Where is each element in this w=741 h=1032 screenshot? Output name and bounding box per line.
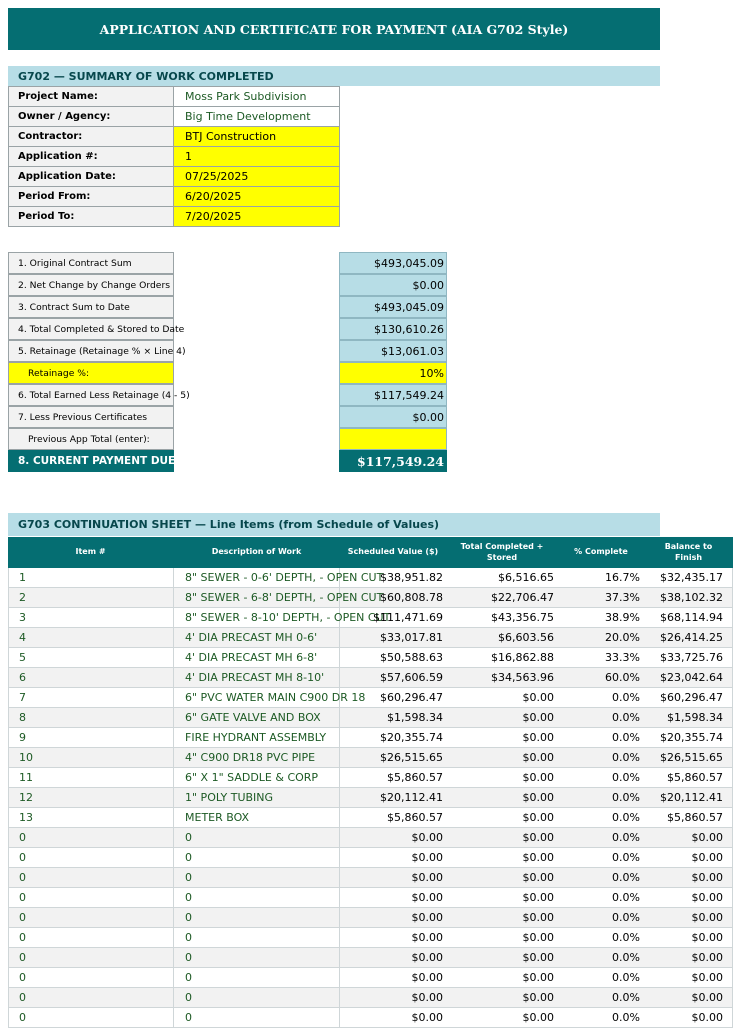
table-row [8, 648, 733, 668]
project-info-label: Period From: [9, 187, 174, 207]
percent-complete-cell[interactable]: 0.0% [612, 711, 640, 724]
scheduled-value-cell[interactable]: $5,860.57 [387, 811, 443, 824]
previous-app-total-input[interactable] [339, 428, 447, 450]
scheduled-value-cell[interactable]: $20,112.41 [380, 791, 443, 804]
project-info-value[interactable]: 07/25/2025 [174, 167, 340, 187]
item-number-cell[interactable]: 0 [8, 868, 173, 887]
contract-to-date-label: 3. Contract Sum to Date [8, 296, 174, 318]
table-row [8, 968, 733, 988]
item-number-cell[interactable]: 0 [8, 988, 173, 1007]
table-row [8, 828, 733, 848]
table-row [8, 628, 733, 648]
item-number-cell[interactable]: 0 [8, 908, 173, 927]
scheduled-value-cell[interactable]: $5,860.57 [387, 771, 443, 784]
completed-stored-cell[interactable]: $0.00 [522, 711, 554, 724]
completed-stored-cell[interactable]: $0.00 [522, 891, 554, 904]
line-items-header [8, 537, 733, 568]
percent-complete-cell[interactable]: 0.0% [612, 831, 640, 844]
item-number-cell[interactable]: 0 [8, 968, 173, 987]
current-payment-due-label: 8. CURRENT PAYMENT DUE [8, 450, 174, 472]
percent-complete-cell[interactable]: 0.0% [612, 751, 640, 764]
scheduled-value-cell[interactable]: $111,471.69 [373, 611, 443, 624]
table-row [8, 1008, 733, 1028]
project-info-value[interactable]: 1 [174, 147, 340, 167]
description-cell[interactable]: 8" SEWER - 0-6' DEPTH, - OPEN CUT [173, 568, 340, 587]
earned-less-retainage-label: 6. Total Earned Less Retainage (4 - 5) [8, 384, 174, 406]
balance-to-finish-cell[interactable]: $33,725.76 [644, 648, 733, 667]
item-number-cell[interactable]: 2 [8, 588, 173, 607]
balance-to-finish-cell[interactable]: $0.00 [644, 988, 733, 1007]
balance-to-finish-cell[interactable]: $0.00 [644, 1008, 733, 1027]
description-cell[interactable]: 0 [173, 988, 340, 1007]
column-header-balance: Balance to Finish [664, 541, 713, 562]
project-info-label: Period To: [9, 207, 174, 227]
balance-to-finish-cell[interactable]: $0.00 [644, 968, 733, 987]
item-number-cell[interactable]: 0 [8, 888, 173, 907]
scheduled-value-cell[interactable]: $33,017.81 [380, 631, 443, 644]
completed-stored-cell[interactable]: $0.00 [522, 991, 554, 1004]
item-number-cell[interactable]: 0 [8, 928, 173, 947]
scheduled-value-cell[interactable]: $60,808.78 [380, 591, 443, 604]
completed-stored-cell[interactable]: $6,603.56 [498, 631, 554, 644]
item-number-cell[interactable]: 1 [8, 568, 173, 587]
completed-stored-cell[interactable]: $34,563.96 [491, 671, 554, 684]
completed-stored-value[interactable]: $130,610.26 [339, 318, 447, 340]
balance-to-finish-cell[interactable]: $0.00 [644, 908, 733, 927]
percent-complete-cell[interactable]: 0.0% [612, 951, 640, 964]
description-cell[interactable]: 6" X 1" SADDLE & CORP [173, 768, 340, 787]
project-info-row [9, 147, 340, 167]
balance-to-finish-cell[interactable]: $0.00 [644, 928, 733, 947]
balance-to-finish-cell[interactable]: $20,112.41 [644, 788, 733, 807]
percent-complete-cell[interactable]: 0.0% [612, 1011, 640, 1024]
balance-to-finish-cell[interactable]: $0.00 [644, 828, 733, 847]
description-cell[interactable]: METER BOX [173, 808, 340, 827]
completed-stored-cell[interactable]: $22,706.47 [491, 591, 554, 604]
project-info-row [9, 187, 340, 207]
retainage-value[interactable]: $13,061.03 [339, 340, 447, 362]
description-cell[interactable]: 4" C900 DR18 PVC PIPE [173, 748, 340, 767]
retainage-percent-label: Retainage %: [8, 362, 174, 384]
description-cell[interactable]: 0 [173, 888, 340, 907]
scheduled-value-cell[interactable]: $57,606.59 [380, 671, 443, 684]
percent-complete-cell[interactable]: 0.0% [612, 811, 640, 824]
completed-stored-cell[interactable]: $0.00 [522, 691, 554, 704]
table-row [8, 948, 733, 968]
balance-to-finish-cell[interactable]: $1,598.34 [644, 708, 733, 727]
balance-to-finish-cell[interactable]: $20,355.74 [644, 728, 733, 747]
balance-to-finish-cell[interactable]: $38,102.32 [644, 588, 733, 607]
percent-complete-cell[interactable]: 0.0% [612, 851, 640, 864]
percent-complete-cell[interactable]: 0.0% [612, 731, 640, 744]
description-cell[interactable]: 0 [173, 848, 340, 867]
project-info-value[interactable]: 6/20/2025 [174, 187, 340, 207]
completed-stored-cell[interactable]: $16,862.88 [491, 651, 554, 664]
retainage-percent-input[interactable]: 10% [339, 362, 447, 384]
description-cell[interactable]: 0 [173, 948, 340, 967]
line-items-table [8, 568, 733, 1028]
project-info-row [9, 127, 340, 147]
item-number-cell[interactable]: 0 [8, 1008, 173, 1027]
project-info-table [8, 86, 340, 227]
table-row [8, 988, 733, 1008]
project-info-value[interactable]: Big Time Development [174, 107, 340, 127]
balance-to-finish-cell[interactable]: $5,860.57 [644, 808, 733, 827]
table-row [8, 568, 733, 588]
balance-to-finish-cell[interactable]: $5,860.57 [644, 768, 733, 787]
description-cell[interactable]: 4' DIA PRECAST MH 0-6' [173, 628, 340, 647]
scheduled-value-cell[interactable]: $60,296.47 [380, 691, 443, 704]
table-row [8, 768, 733, 788]
item-number-cell[interactable]: 13 [8, 808, 173, 827]
column-header-percent: % Complete [574, 547, 628, 557]
item-number-cell[interactable]: 6 [8, 668, 173, 687]
table-row [8, 728, 733, 748]
item-number-cell[interactable]: 0 [8, 948, 173, 967]
completed-stored-cell[interactable]: $0.00 [522, 871, 554, 884]
percent-complete-cell[interactable]: 0.0% [612, 971, 640, 984]
completed-stored-cell[interactable]: $0.00 [522, 951, 554, 964]
column-header-description: Description of Work [211, 547, 302, 557]
completed-stored-cell[interactable]: $0.00 [522, 811, 554, 824]
retainage-label: 5. Retainage (Retainage % × Line 4) [8, 340, 174, 362]
percent-complete-cell[interactable]: 0.0% [612, 691, 640, 704]
percent-complete-cell[interactable]: 37.3% [605, 591, 640, 604]
project-info-label: Owner / Agency: [9, 107, 174, 127]
earned-less-retainage-value[interactable]: $117,549.24 [339, 384, 447, 406]
completed-stored-cell[interactable]: $0.00 [522, 851, 554, 864]
table-row [8, 708, 733, 728]
page-title: APPLICATION AND CERTIFICATE FOR PAYMENT (AIA G702 Style) [8, 8, 660, 50]
balance-to-finish-cell[interactable]: $32,435.17 [644, 568, 733, 587]
g703-section-heading: G703 CONTINUATION SHEET — Line Items (from Schedule of Values) [8, 513, 660, 536]
item-number-cell[interactable]: 10 [8, 748, 173, 767]
completed-stored-label: 4. Total Completed & Stored to Date [8, 318, 174, 340]
item-number-cell[interactable]: 4 [8, 628, 173, 647]
scheduled-value-cell[interactable]: $0.00 [411, 911, 443, 924]
completed-stored-cell[interactable]: $6,516.65 [498, 571, 554, 584]
balance-to-finish-cell[interactable]: $0.00 [644, 848, 733, 867]
percent-complete-cell[interactable]: 0.0% [612, 791, 640, 804]
item-number-cell[interactable]: 0 [8, 828, 173, 847]
project-info-value[interactable]: 7/20/2025 [174, 207, 340, 227]
description-cell[interactable]: 0 [173, 908, 340, 927]
balance-to-finish-cell[interactable]: $0.00 [644, 888, 733, 907]
scheduled-value-cell[interactable]: $0.00 [411, 951, 443, 964]
original-contract-value[interactable]: $493,045.09 [339, 252, 447, 274]
g702-section-heading: G702 — SUMMARY OF WORK COMPLETED [8, 66, 660, 86]
scheduled-value-cell[interactable]: $0.00 [411, 891, 443, 904]
percent-complete-cell[interactable]: 0.0% [612, 931, 640, 944]
completed-stored-cell[interactable]: $0.00 [522, 791, 554, 804]
change-orders-value[interactable]: $0.00 [339, 274, 447, 296]
table-row [8, 868, 733, 888]
percent-complete-cell[interactable]: 16.7% [605, 571, 640, 584]
description-cell[interactable]: 6" GATE VALVE AND BOX [173, 708, 340, 727]
scheduled-value-cell[interactable]: $20,355.74 [380, 731, 443, 744]
table-row [8, 888, 733, 908]
balance-to-finish-cell[interactable]: $60,296.47 [644, 688, 733, 707]
completed-stored-cell[interactable]: $0.00 [522, 1011, 554, 1024]
table-row [8, 808, 733, 828]
balance-to-finish-cell[interactable]: $26,515.65 [644, 748, 733, 767]
project-info-label: Project Name: [9, 87, 174, 107]
project-info-label: Application #: [9, 147, 174, 167]
percent-complete-cell[interactable]: 60.0% [605, 671, 640, 684]
percent-complete-cell[interactable]: 20.0% [605, 631, 640, 644]
project-info-value[interactable]: Moss Park Subdivision [174, 87, 340, 107]
project-info-label: Contractor: [9, 127, 174, 147]
project-info-label: Application Date: [9, 167, 174, 187]
scheduled-value-cell[interactable]: $38,951.82 [380, 571, 443, 584]
percent-complete-cell[interactable]: 0.0% [612, 771, 640, 784]
completed-stored-cell[interactable]: $0.00 [522, 731, 554, 744]
scheduled-value-cell[interactable]: $1,598.34 [387, 711, 443, 724]
completed-stored-cell[interactable]: $0.00 [522, 751, 554, 764]
scheduled-value-cell[interactable]: $0.00 [411, 871, 443, 884]
description-cell[interactable]: 0 [173, 968, 340, 987]
table-row [8, 908, 733, 928]
table-row [8, 848, 733, 868]
description-cell[interactable]: 4' DIA PRECAST MH 8-10' [173, 668, 340, 687]
scheduled-value-cell[interactable]: $50,588.63 [380, 651, 443, 664]
project-info-row [9, 107, 340, 127]
item-number-cell[interactable]: 12 [8, 788, 173, 807]
description-cell[interactable]: 4' DIA PRECAST MH 6-8' [173, 648, 340, 667]
description-cell[interactable]: 6" PVC WATER MAIN C900 DR 18 [173, 688, 340, 707]
description-cell[interactable]: 8" SEWER - 8-10' DEPTH, - OPEN CUT [173, 608, 340, 627]
table-row [8, 928, 733, 948]
percent-complete-cell[interactable]: 0.0% [612, 891, 640, 904]
description-cell[interactable]: FIRE HYDRANT ASSEMBLY [173, 728, 340, 747]
percent-complete-cell[interactable]: 38.9% [605, 611, 640, 624]
scheduled-value-cell[interactable]: $0.00 [411, 931, 443, 944]
column-header-completed: Total Completed + Stored [460, 541, 544, 562]
scheduled-value-cell[interactable]: $0.00 [411, 831, 443, 844]
scheduled-value-cell[interactable]: $0.00 [411, 971, 443, 984]
description-cell[interactable]: 0 [173, 1008, 340, 1027]
item-number-cell[interactable]: 7 [8, 688, 173, 707]
scheduled-value-cell[interactable]: $0.00 [411, 851, 443, 864]
previous-app-total-label: Previous App Total (enter): [8, 428, 174, 450]
description-cell[interactable]: 0 [173, 828, 340, 847]
item-number-cell[interactable]: 5 [8, 648, 173, 667]
completed-stored-cell[interactable]: $0.00 [522, 911, 554, 924]
original-contract-label: 1. Original Contract Sum [8, 252, 174, 274]
table-row [8, 788, 733, 808]
completed-stored-cell[interactable]: $0.00 [522, 771, 554, 784]
table-row [8, 688, 733, 708]
item-number-cell[interactable]: 8 [8, 708, 173, 727]
description-cell[interactable]: 1" POLY TUBING [173, 788, 340, 807]
scheduled-value-cell[interactable]: $0.00 [411, 991, 443, 1004]
completed-stored-cell[interactable]: $0.00 [522, 831, 554, 844]
balance-to-finish-cell[interactable]: $0.00 [644, 868, 733, 887]
percent-complete-cell[interactable]: 0.0% [612, 991, 640, 1004]
table-row [8, 668, 733, 688]
change-orders-label: 2. Net Change by Change Orders [8, 274, 174, 296]
percent-complete-cell[interactable]: 0.0% [612, 871, 640, 884]
description-cell[interactable]: 8" SEWER - 6-8' DEPTH, - OPEN CUT [173, 588, 340, 607]
table-row [8, 748, 733, 768]
percent-complete-cell[interactable]: 33.3% [605, 651, 640, 664]
balance-to-finish-cell[interactable]: $26,414.25 [644, 628, 733, 647]
table-row [8, 608, 733, 628]
item-number-cell[interactable]: 9 [8, 728, 173, 747]
item-number-cell[interactable]: 3 [8, 608, 173, 627]
scheduled-value-cell[interactable]: $26,515.65 [380, 751, 443, 764]
scheduled-value-cell[interactable]: $0.00 [411, 1011, 443, 1024]
project-info-row [9, 207, 340, 227]
project-info-row [9, 167, 340, 187]
percent-complete-cell[interactable]: 0.0% [612, 911, 640, 924]
balance-to-finish-cell[interactable]: $68,114.94 [644, 608, 733, 627]
project-info-value[interactable]: BTJ Construction [174, 127, 340, 147]
column-header-item: Item # [75, 547, 106, 557]
current-payment-due-value[interactable]: $117,549.24 [339, 450, 447, 472]
item-number-cell[interactable]: 11 [8, 768, 173, 787]
project-info-row [9, 87, 340, 107]
balance-to-finish-cell[interactable]: $0.00 [644, 948, 733, 967]
description-cell[interactable]: 0 [173, 868, 340, 887]
contract-to-date-value[interactable]: $493,045.09 [339, 296, 447, 318]
previous-certificates-label: 7. Less Previous Certificates [8, 406, 174, 428]
column-header-scheduled: Scheduled Value ($) [347, 547, 439, 557]
description-cell[interactable]: 0 [173, 928, 340, 947]
completed-stored-cell[interactable]: $0.00 [522, 931, 554, 944]
item-number-cell[interactable]: 0 [8, 848, 173, 867]
completed-stored-cell[interactable]: $43,356.75 [491, 611, 554, 624]
previous-certificates-value[interactable]: $0.00 [339, 406, 447, 428]
completed-stored-cell[interactable]: $0.00 [522, 971, 554, 984]
table-row [8, 588, 733, 608]
balance-to-finish-cell[interactable]: $23,042.64 [644, 668, 733, 687]
